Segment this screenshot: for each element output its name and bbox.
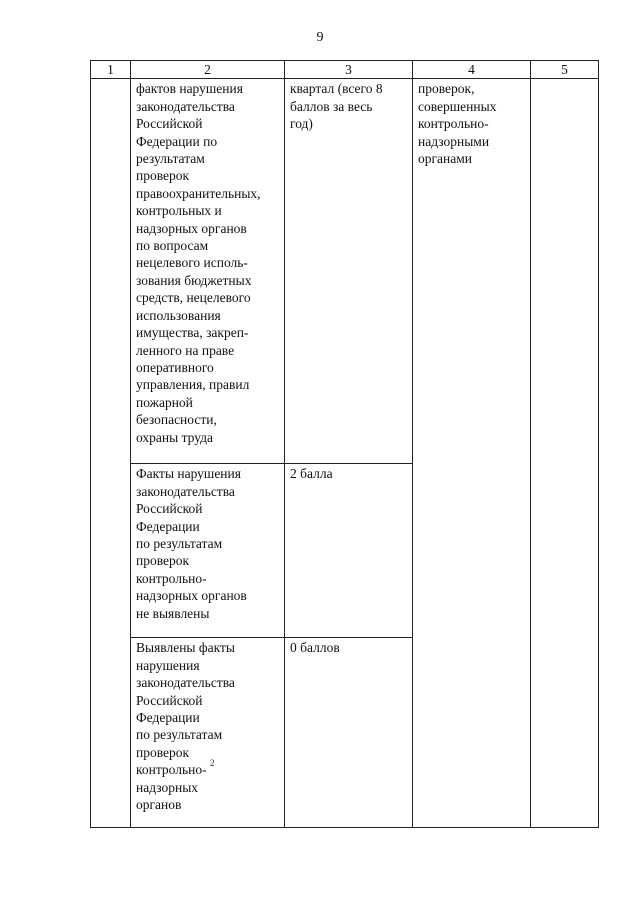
cell-col-5 [531, 79, 599, 828]
source-text: проверок, совершенных контрольно- надзорными органами [418, 81, 497, 167]
criterion-text: фактов нарушения законодательства Российской Федерации по результатам проверок правоохранительных, контрольных и надзорных органов по вопросам нецелевого исполь- зования бюджетных средств, нецелевого использования имущества, закреп- ленного на праве оперативного управления, правил пожарной безопасности, охраны труда [136, 81, 261, 445]
page-number: 9 [316, 30, 324, 45]
cell-score [285, 464, 413, 638]
header-col-3: 3 [285, 61, 413, 79]
criterion-text: Факты нарушения законодательства Российской Федерации по результатам проверок контрольно- надзорных органов не выявлены [136, 466, 247, 621]
cell-col-1 [91, 79, 131, 828]
cell-criterion [131, 464, 285, 638]
table-row [91, 79, 599, 464]
cell-criterion [131, 79, 285, 464]
score-text: 0 баллов [290, 640, 340, 656]
header-col-1: 1 [91, 61, 131, 79]
header-col-5: 5 [531, 61, 599, 79]
header-col-4: 4 [413, 61, 531, 79]
cell-score [285, 638, 413, 828]
cell-score [285, 79, 413, 464]
score-text: квартал (всего 8 баллов за весь год) [290, 81, 383, 132]
cell-source [413, 79, 531, 828]
header-col-2: 2 [131, 61, 285, 79]
score-text: 2 балла [290, 466, 333, 482]
superscript-mark: 2 [210, 758, 215, 768]
criteria-table [90, 60, 599, 828]
criterion-text: Выявлены факты нарушения законодательства Российской Федерации по результатам проверок контрольно- надзорных органов [136, 640, 235, 813]
table-header-row [91, 61, 599, 79]
cell-criterion [131, 638, 285, 828]
